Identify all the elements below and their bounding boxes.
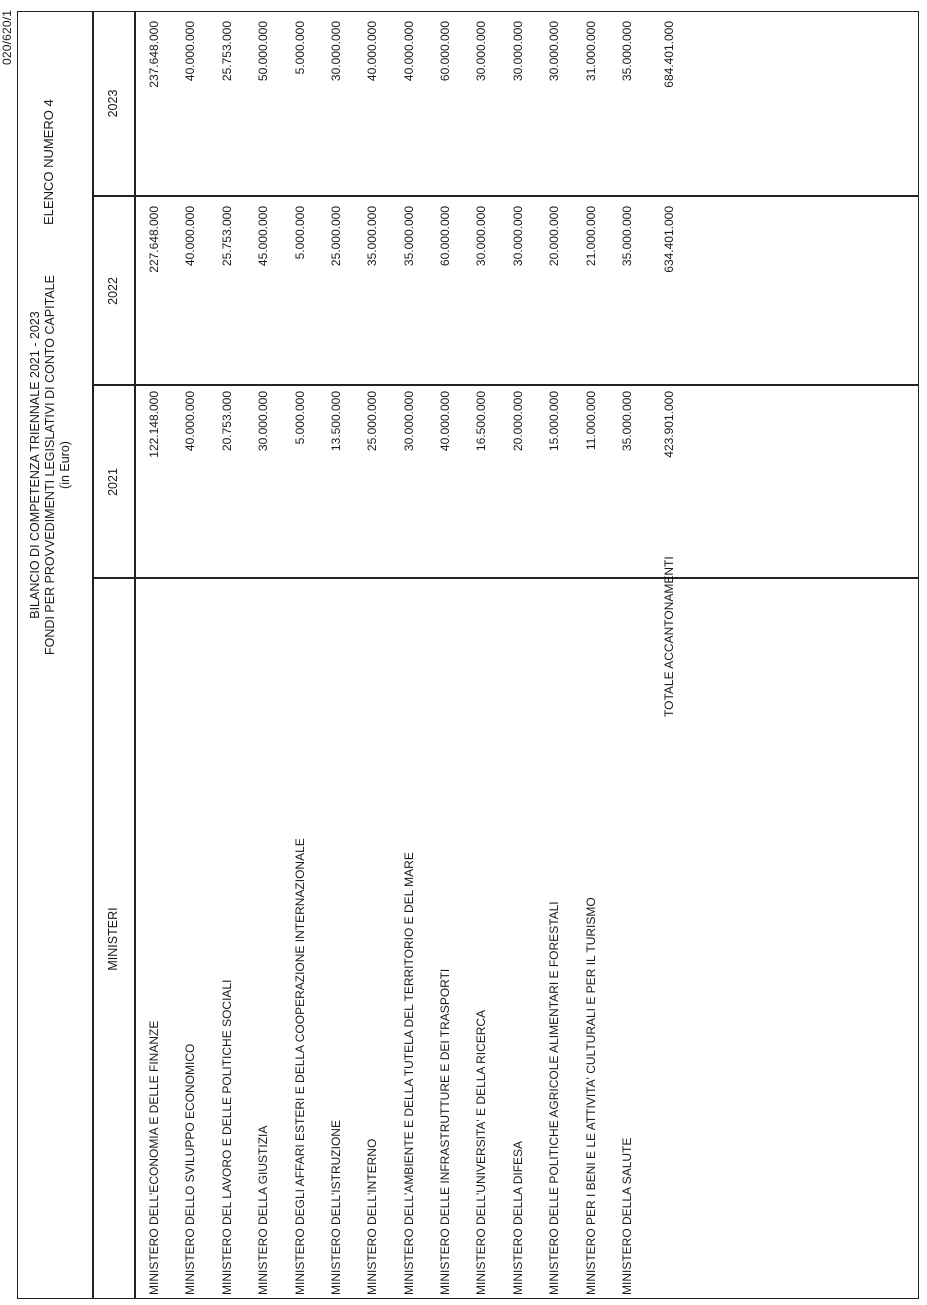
value-2023: 40.000.000 (183, 21, 197, 82)
value-2023: 5.000.000 (293, 21, 307, 75)
ministry-name: MINISTERO DELLA GIUSTIZIA (256, 1125, 270, 1295)
value-2021: 11.000.000 (584, 391, 598, 451)
title-line-1: BILANCIO DI COMPETENZA TRIENNALE 2021 - 2023 (28, 311, 42, 619)
value-2023: 50.000.000 (256, 21, 270, 82)
ministry-name: MINISTERO DELL'AMBIENTE E DELLA TUTELA DEL TERRITORIO E DEL MARE (402, 852, 416, 1295)
ministry-name: MINISTERO DELLO SVILUPPO ECONOMICO (183, 1043, 197, 1295)
value-2023: 30.000.000 (547, 21, 561, 82)
value-2022: 35.000.000 (402, 206, 416, 267)
ministry-name: MINISTERO PER I BENI E LE ATTIVITA' CULTURALI E PER IL TURISMO (584, 897, 598, 1295)
table-header-rule (134, 11, 136, 1299)
value-2021: 25.000.000 (365, 391, 379, 452)
ministry-name: MINISTERO DELL'ISTRUZIONE (329, 1120, 343, 1295)
column-divider-1 (92, 578, 919, 580)
ministry-name: MINISTERO DEL LAVORO E DELLE POLITICHE SOCIALI (220, 979, 234, 1295)
column-divider-2 (92, 385, 919, 387)
value-2021: 20.753.000 (220, 391, 234, 452)
value-2023: 31.000.000 (584, 21, 598, 82)
value-2022: 35.000.000 (620, 206, 634, 267)
value-2021: 40.000.000 (183, 391, 197, 452)
value-2022: 21.000.000 (584, 206, 598, 267)
value-2022: 45.000.000 (256, 206, 270, 267)
value-2023: 25.753.000 (220, 21, 234, 82)
value-2023: 40.000.000 (365, 21, 379, 82)
column-header-2023: 2023 (106, 89, 120, 118)
column-header-2022: 2022 (106, 277, 120, 305)
value-2021: 30.000.000 (256, 391, 270, 452)
ministry-name: MINISTERO DELL'INTERNO (365, 1138, 379, 1295)
value-2023: 40.000.000 (402, 21, 416, 82)
value-2022: 227.648.000 (147, 206, 161, 273)
value-2023: 60.000.000 (438, 21, 452, 82)
value-2022: 40.000.000 (183, 206, 197, 267)
value-2022: 25.000.000 (329, 206, 343, 267)
total-2023: 684.401.000 (662, 21, 676, 88)
value-2023: 35.000.000 (620, 21, 634, 82)
value-2021: 30.000.000 (402, 391, 416, 452)
ministry-name: MINISTERO DELL'UNIVERSITA' E DELLA RICERCA (474, 1009, 488, 1295)
value-2023: 30.000.000 (474, 21, 488, 82)
total-label: TOTALE ACCANTONAMENTI (662, 556, 676, 717)
value-2021: 20.000.000 (511, 391, 525, 452)
value-2021: 40.000.000 (438, 391, 452, 452)
value-2021: 5.000.000 (293, 391, 307, 445)
ministry-name: MINISTERO DEGLI AFFARI ESTERI E DELLA COOPERAZIONE INTERNAZIONALE (293, 838, 307, 1295)
value-2022: 60.000.000 (438, 206, 452, 267)
total-2021: 423.901.000 (662, 391, 676, 458)
table-top-rule (92, 11, 94, 1299)
elenco-label: ELENCO NUMERO 4 (41, 99, 56, 225)
value-2021: 15.000.000 (547, 391, 561, 452)
value-2021: 16.500.000 (474, 391, 488, 452)
title-line-3: (in Euro) (58, 441, 72, 489)
ministry-name: MINISTERO DELLE INFRASTRUTTURE E DEI TRASPORTI (438, 968, 452, 1295)
title-block (28, 145, 73, 785)
value-2021: 35.000.000 (620, 391, 634, 452)
document-code: 020/620/1 (0, 9, 14, 65)
value-2022: 5.000.000 (293, 206, 307, 260)
ministry-name: MINISTERO DELLA DIFESA (511, 1140, 525, 1295)
column-header-2021: 2021 (106, 468, 120, 496)
value-2022: 25.753.000 (220, 206, 234, 267)
ministry-name: MINISTERO DELLA SALUTE (620, 1137, 634, 1295)
value-2023: 30.000.000 (511, 21, 525, 82)
value-2022: 35.000.000 (365, 206, 379, 267)
column-header-ministeri: MINISTERI (106, 907, 120, 971)
title-line-2: FONDI PER PROVVEDIMENTI LEGISLATIVI DI CONTO CAPITALE (43, 275, 57, 655)
value-2021: 13.500.000 (329, 391, 343, 452)
value-2023: 237.648.000 (147, 21, 161, 88)
value-2022: 30.000.000 (474, 206, 488, 267)
value-2022: 30.000.000 (511, 206, 525, 267)
column-divider-3 (92, 196, 919, 198)
total-2022: 634.401.000 (662, 206, 676, 273)
value-2023: 30.000.000 (329, 21, 343, 82)
value-2021: 122.148.000 (147, 391, 161, 458)
ministry-name: MINISTERO DELLE POLITICHE AGRICOLE ALIMENTARI E FORESTALI (547, 901, 561, 1295)
value-2022: 20.000.000 (547, 206, 561, 267)
ministry-name: MINISTERO DELL'ECONOMIA E DELLE FINANZE (147, 1020, 161, 1295)
